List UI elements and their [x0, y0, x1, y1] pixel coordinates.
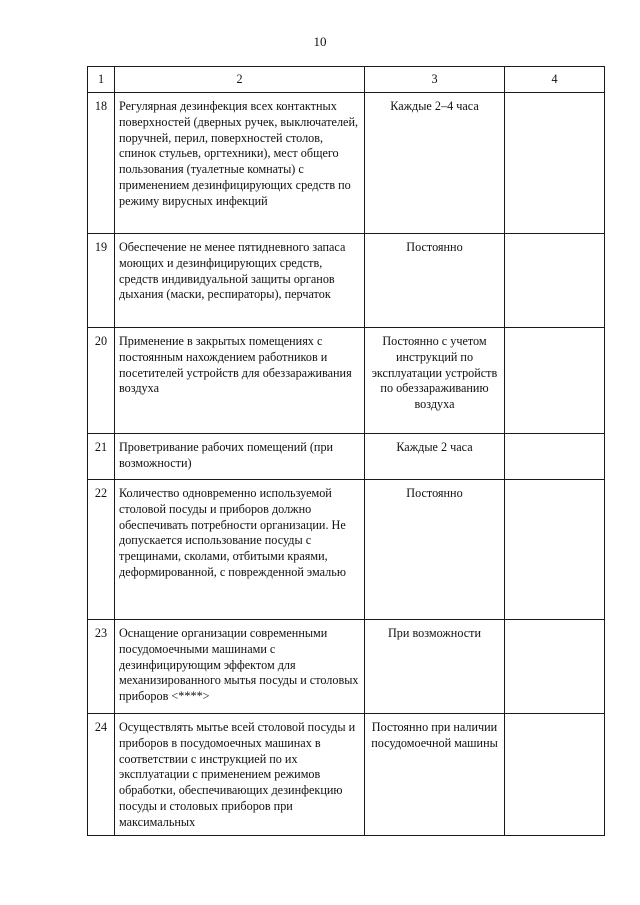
- row-number: 24: [88, 714, 115, 836]
- table-row: [88, 714, 605, 836]
- row-number: 20: [88, 328, 115, 434]
- measure-text: Проветривание рабочих помещений (при возможности): [115, 434, 365, 480]
- measure-text: Регулярная дезинфекция всех контактных поверхностей (дверных ручек, выключателей, поручней, перил, поверхностей столов, спинок стульев, оргтехники), мест общего пользования (туалетные комнаты) с применением дезинфицирующих средств по режиму вирусных инфекций: [115, 93, 365, 234]
- note-cell: [505, 234, 605, 328]
- table-row: [88, 328, 605, 434]
- frequency-text: Постоянно при наличии посудомоечной машины: [365, 714, 505, 836]
- page-number: 10: [313, 34, 327, 49]
- row-number: 18: [88, 93, 115, 234]
- table-row: [88, 480, 605, 620]
- table-row: [88, 234, 605, 328]
- frequency-text: При возможности: [365, 620, 505, 714]
- measure-text: Обеспечение не менее пятидневного запаса моющих и дезинфицирующих средств, средств индивидуальной защиты органов дыхания (маски, респираторы), перчаток: [115, 234, 365, 328]
- table-row: [88, 93, 605, 234]
- note-cell: [505, 714, 605, 836]
- note-cell: [505, 93, 605, 234]
- frequency-text: Постоянно с учетом инструкций по эксплуатации устройств по обеззараживанию воздуха: [365, 328, 505, 434]
- header-cell: 2: [115, 67, 365, 93]
- note-cell: [505, 620, 605, 714]
- table-row: [88, 434, 605, 480]
- row-number: 21: [88, 434, 115, 480]
- table-header-row: [88, 67, 605, 93]
- measure-text: Оснащение организации современными посудомоечными машинами с дезинфицирующим эффектом для механизированного мытья посуды и столовых приборов <****>: [115, 620, 365, 714]
- table-row: [88, 620, 605, 714]
- measure-text: Применение в закрытых помещениях с постоянным нахождением работников и посетителей устройств для обеззараживания воздуха: [115, 328, 365, 434]
- row-number: 22: [88, 480, 115, 620]
- note-cell: [505, 480, 605, 620]
- frequency-text: Постоянно: [365, 480, 505, 620]
- measures-table: [87, 66, 605, 836]
- header-cell: 3: [365, 67, 505, 93]
- note-cell: [505, 328, 605, 434]
- header-cell: 4: [505, 67, 605, 93]
- header-cell: 1: [88, 67, 115, 93]
- measure-text: Осуществлять мытье всей столовой посуды и приборов в посудомоечных машинах в соответствии с инструкцией по их эксплуатации с применением режимов обработки, обеспечивающих дезинфекцию посуды и столовых приборов при максимальных: [115, 714, 365, 836]
- frequency-text: Постоянно: [365, 234, 505, 328]
- frequency-text: Каждые 2–4 часа: [365, 93, 505, 234]
- row-number: 19: [88, 234, 115, 328]
- note-cell: [505, 434, 605, 480]
- measure-text: Количество одновременно используемой столовой посуды и приборов должно обеспечивать потребности организации. Не допускается использование посуды с трещинами, сколами, отбитыми краями, деформированной, с поврежденной эмалью: [115, 480, 365, 620]
- frequency-text: Каждые 2 часа: [365, 434, 505, 480]
- row-number: 23: [88, 620, 115, 714]
